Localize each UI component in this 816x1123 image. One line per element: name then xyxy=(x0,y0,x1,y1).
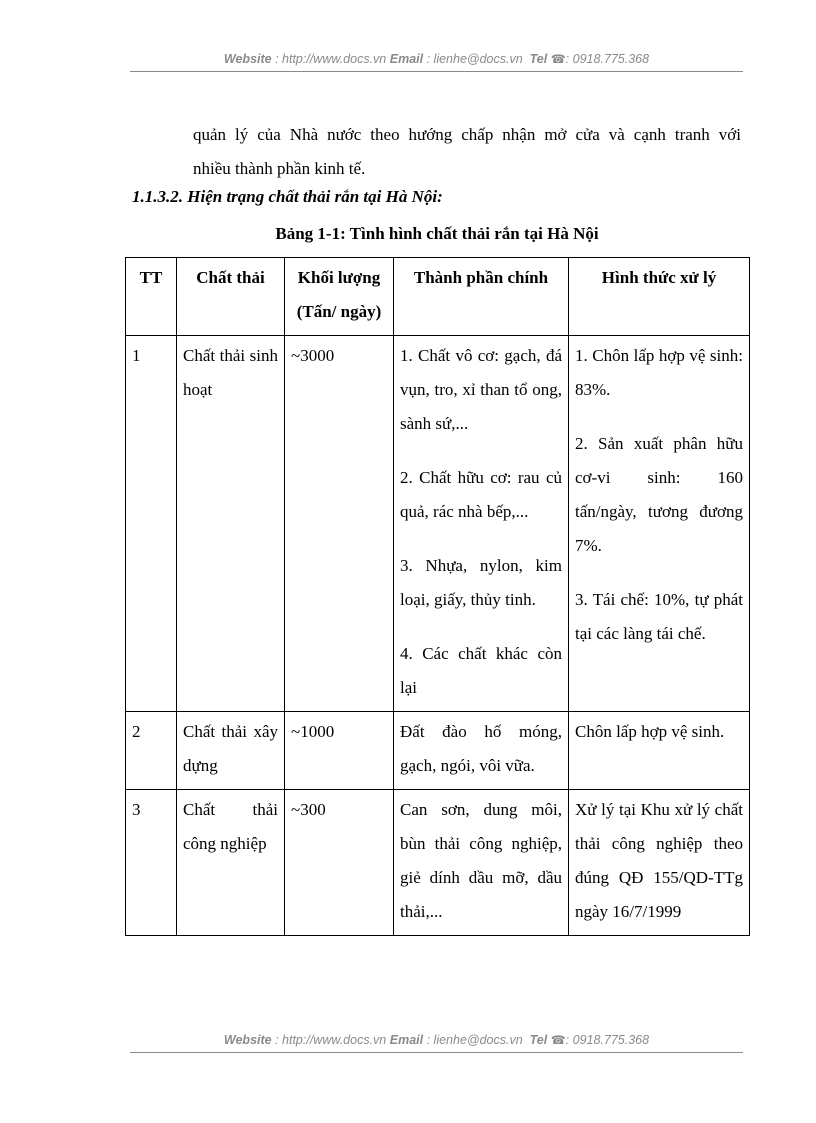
treatment-item: 1. Chôn lấp hợp vệ sinh: 83%. xyxy=(575,346,743,399)
table-row xyxy=(126,712,750,790)
body-paragraph xyxy=(193,118,741,186)
cell-treatment xyxy=(569,336,750,712)
waste-table xyxy=(125,257,750,936)
website-label: Website xyxy=(223,1033,272,1047)
cell-amount: ~300 xyxy=(285,790,394,936)
cell-tt: 3 xyxy=(126,790,177,936)
cell-treatment xyxy=(569,790,750,936)
component-item: 1. Chất vô cơ: gạch, đá vụn, tro, xỉ than tổ ong, sành sứ,... xyxy=(400,346,562,433)
treatment-item: Xử lý tại Khu xử lý chất thải công nghiệp theo đúng QĐ 155/QD-TTg ngày 16/7/1999 xyxy=(575,800,743,921)
tel-label: Tel xyxy=(529,52,548,66)
page-footer xyxy=(130,1033,743,1047)
paragraph-line-2: nhiều thành phần kinh tế. xyxy=(193,159,366,178)
table-row xyxy=(126,790,750,936)
page-header xyxy=(130,52,743,66)
component-item: Đất đào hố móng, gạch, ngói, vôi vữa. xyxy=(400,722,562,775)
paragraph-line-1: quản lý của Nhà nước theo hướng chấp nhận mở cửa và cạnh tranh với xyxy=(193,125,741,144)
phone-icon: ☎ xyxy=(550,1033,566,1047)
email-value[interactable]: : lienhe@docs.vn xyxy=(426,52,523,66)
component-item: 2. Chất hữu cơ: rau củ quả, rác nhà bếp,... xyxy=(400,468,562,521)
email-label: Email xyxy=(389,1033,424,1047)
cell-components xyxy=(394,336,569,712)
phone-icon: ☎ xyxy=(550,52,566,66)
component-item: 4. Các chất khác còn lại xyxy=(400,644,562,697)
email-value[interactable]: : lienhe@docs.vn xyxy=(426,1033,523,1047)
component-item: Can sơn, dung môi, bùn thải công nghiệp, giẻ dính dầu mỡ, dầu thải,... xyxy=(400,800,562,921)
treatment-item: Chôn lấp hợp vệ sinh. xyxy=(575,722,725,741)
header-waste-type: Chất thải xyxy=(177,258,285,336)
tel-label: Tel xyxy=(529,1033,548,1047)
treatment-item: 3. Tái chế: 10%, tự phát tại các làng tái chế. xyxy=(575,590,743,643)
cell-components xyxy=(394,712,569,790)
website-label: Website xyxy=(223,52,272,66)
section-heading: 1.1.3.2. Hiện trạng chất thải rắn tại Hà Nội: xyxy=(132,187,443,206)
email-label: Email xyxy=(389,52,424,66)
table-header-row xyxy=(126,258,750,336)
cell-waste-type: Chất thải công nghiệp xyxy=(177,790,285,936)
cell-amount: ~1000 xyxy=(285,712,394,790)
table-row xyxy=(126,336,750,712)
cell-tt: 1 xyxy=(126,336,177,712)
tel-value: : 0918.775.368 xyxy=(565,1033,650,1047)
website-url[interactable]: : http://www.docs.vn xyxy=(275,1033,387,1047)
header-treatment: Hình thức xử lý xyxy=(569,258,750,336)
website-url[interactable]: : http://www.docs.vn xyxy=(275,52,387,66)
treatment-item: 2. Sản xuất phân hữu cơ-vi sinh: 160 tấn/ngày, tương đương 7%. xyxy=(575,434,743,555)
tel-value: : 0918.775.368 xyxy=(565,52,650,66)
header-amount: Khối lượng (Tấn/ ngày) xyxy=(285,258,394,336)
header-tt: TT xyxy=(126,258,177,336)
header-rule xyxy=(130,71,743,72)
table-caption: Bảng 1-1: Tình hình chất thải rắn tại Hà Nội xyxy=(275,224,599,243)
cell-components xyxy=(394,790,569,936)
footer-rule xyxy=(130,1052,743,1053)
cell-treatment xyxy=(569,712,750,790)
component-item: 3. Nhựa, nylon, kim loại, giấy, thủy tinh. xyxy=(400,556,562,609)
cell-amount: ~3000 xyxy=(285,336,394,712)
header-components: Thành phần chính xyxy=(394,258,569,336)
cell-waste-type: Chất thải sinh hoạt xyxy=(177,336,285,712)
cell-tt: 2 xyxy=(126,712,177,790)
cell-waste-type: Chất thải xây dựng xyxy=(177,712,285,790)
